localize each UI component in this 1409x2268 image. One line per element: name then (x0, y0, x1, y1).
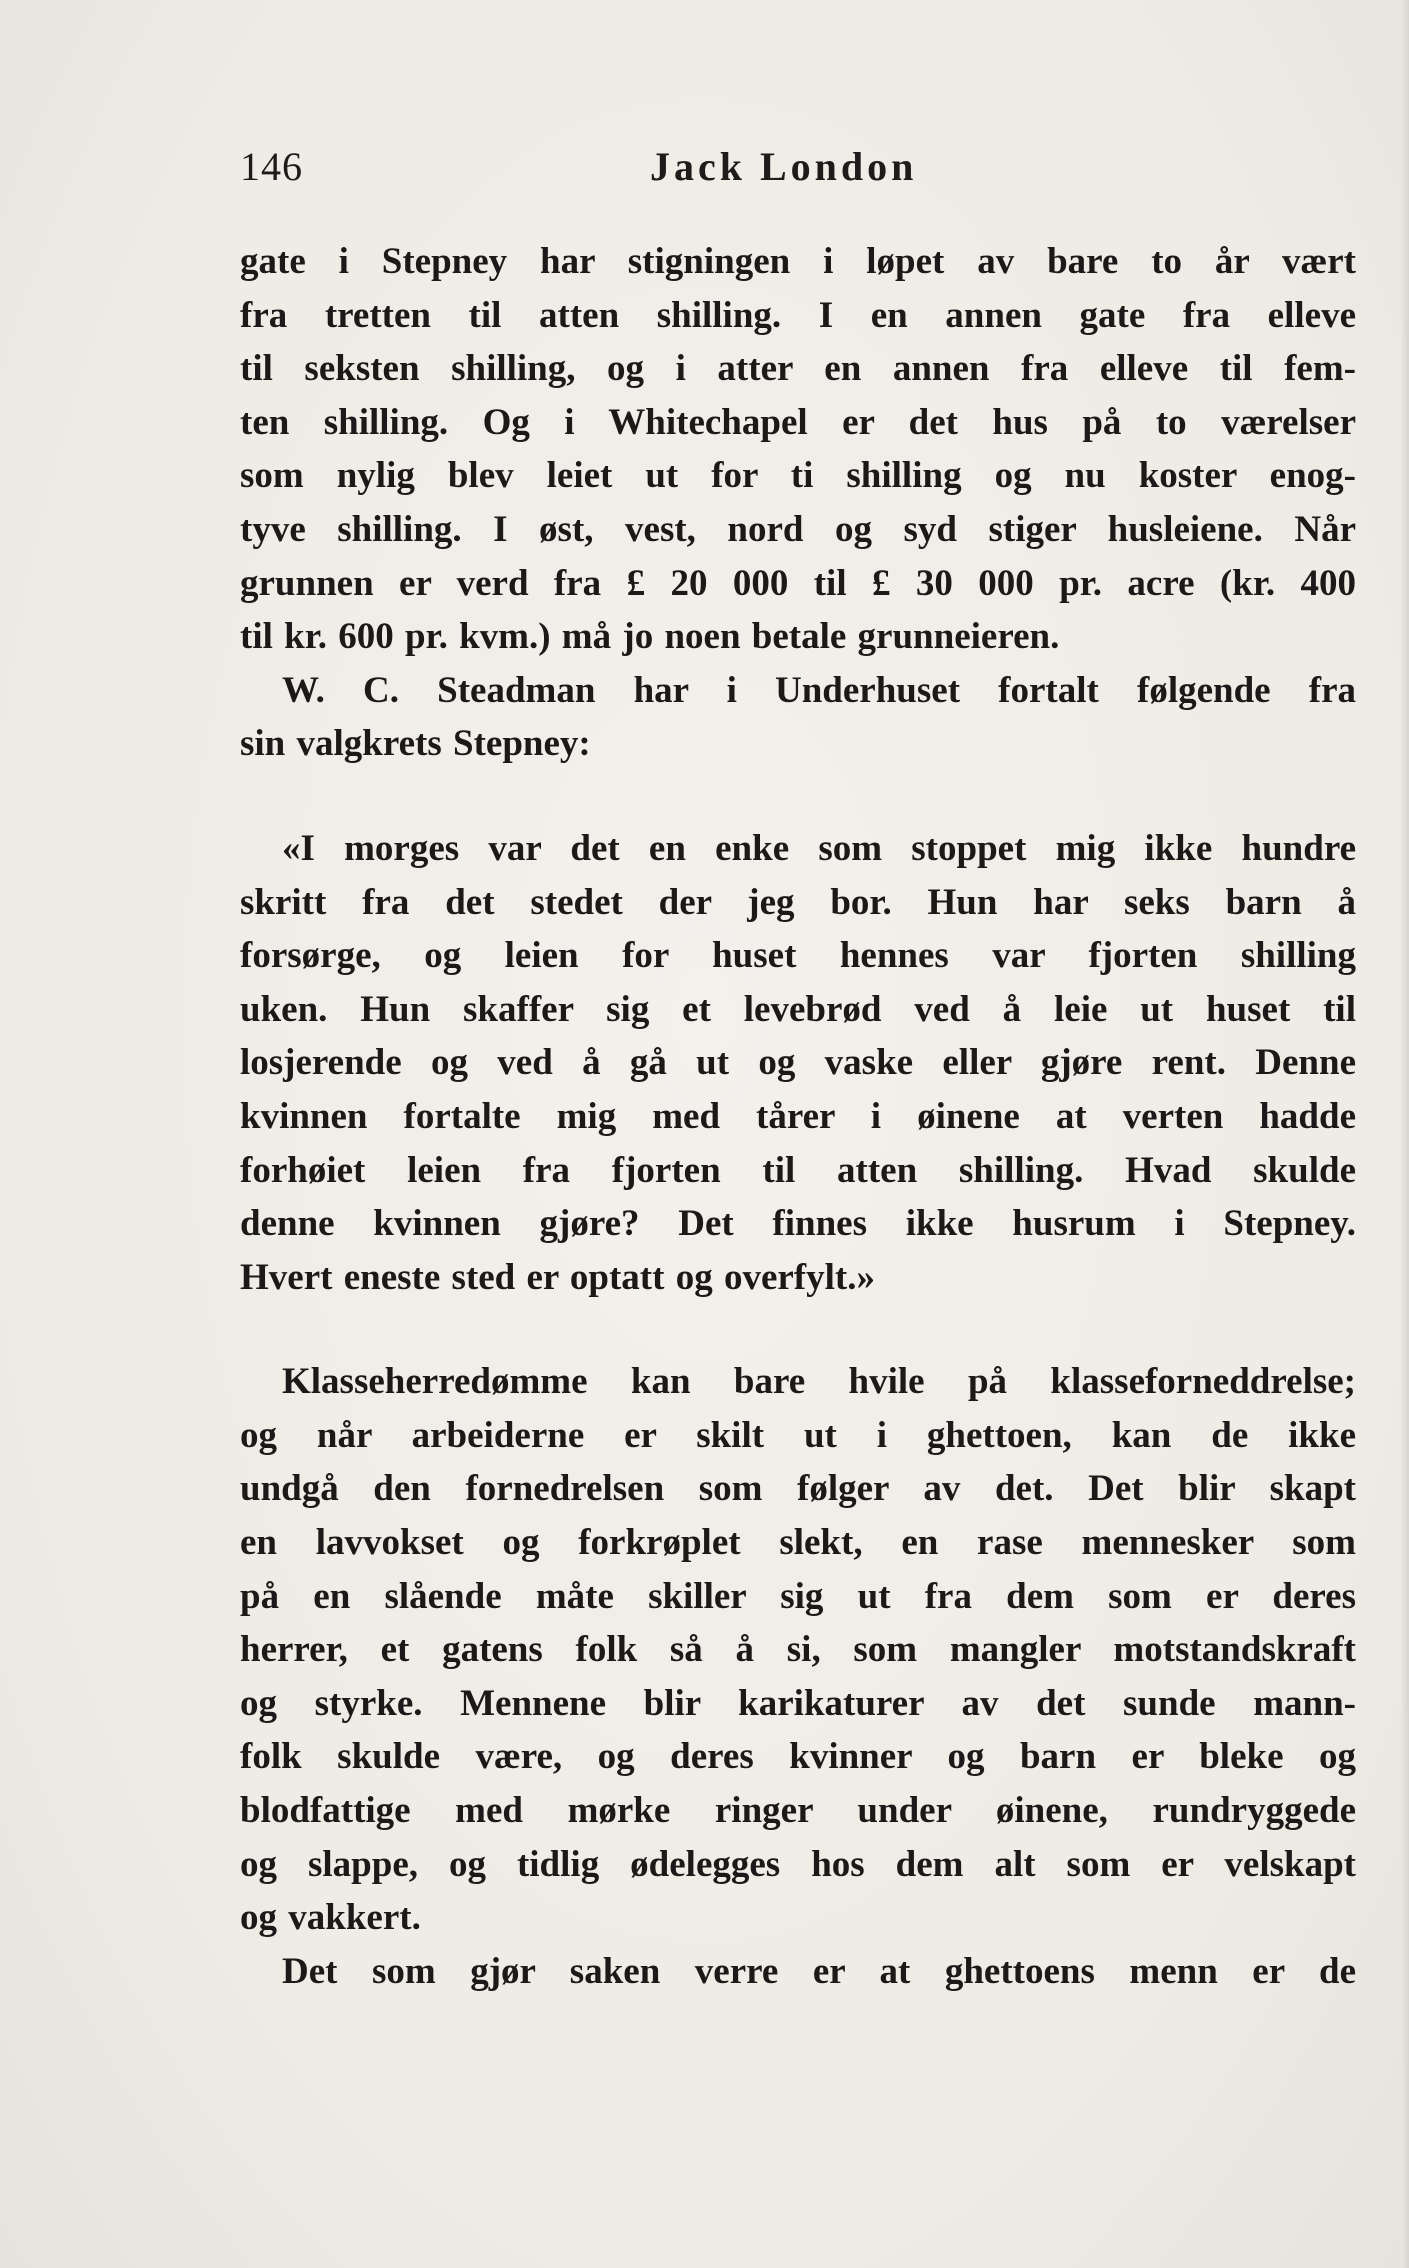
text-line: ten shilling. Og i Whitechapel er det hus på to værelser (240, 401, 1356, 443)
text-line: som nylig blev leiet ut for ti shilling og nu koster enog- (240, 455, 1356, 497)
text-line: Klasseherredømme kan bare hvile på klasseforneddrelse; (282, 1361, 1356, 1403)
text-line: undgå den fornedrelsen som følger av det. Det blir skapt (240, 1468, 1356, 1510)
page-header (240, 143, 940, 203)
text-line: Hvert eneste sted er optatt og overfylt.» (240, 1256, 875, 1298)
text-line: sin valgkrets Stepney: (240, 723, 591, 765)
text-line: en lavvokset og forkrøplet slekt, en rase mennesker som (240, 1522, 1356, 1564)
paragraph (240, 1945, 1356, 1999)
text-line: og slappe, og tidlig ødelegges hos dem alt som er velskapt (240, 1843, 1356, 1885)
text-line: til seksten shilling, og i atter en annen fra elleve til fem- (240, 348, 1356, 390)
paragraph (240, 664, 1356, 771)
block-quote (240, 822, 1356, 1304)
text-line: til kr. 600 pr. kvm.) må jo noen betale grunneieren. (240, 616, 1060, 658)
text-line: skritt fra det stedet der jeg bor. Hun har seks barn å (240, 881, 1356, 923)
text-line: folk skulde være, og deres kvinner og barn er bleke og (240, 1736, 1356, 1778)
text-line: W. C. Steadman har i Underhuset fortalt følgende fra (282, 669, 1356, 711)
text-line: og når arbeiderne er skilt ut i ghettoen, kan de ikke (240, 1414, 1356, 1456)
paragraph-gap (240, 1304, 1356, 1355)
text-line: Det som gjør saken verre er at ghettoens menn er de (282, 1950, 1356, 1992)
text-line: forhøiet leien fra fjorten til atten shilling. Hvad skulde (240, 1149, 1356, 1191)
text-line: grunnen er verd fra £ 20 000 til £ 30 000 pr. acre (kr. 400 (240, 562, 1356, 604)
page-edge-shadow (1401, 0, 1409, 2268)
text-line: og styrke. Mennene blir karikaturer av det sunde mann- (240, 1682, 1356, 1724)
text-line: tyve shilling. I øst, vest, nord og syd stiger husleiene. Når (240, 508, 1356, 550)
text-line: på en slående måte skiller sig ut fra dem som er deres (240, 1575, 1356, 1617)
text-line: uken. Hun skaffer sig et levebrød ved å leie ut huset til (240, 988, 1356, 1030)
paragraph-gap (240, 771, 1356, 822)
text-line: blodfattige med mørke ringer under øinene, rundryggede (240, 1790, 1356, 1832)
text-line: «I morges var det en enke som stoppet mig ikke hundre (282, 827, 1356, 869)
text-line: forsørge, og leien for huset hennes var fjorten shilling (240, 935, 1356, 977)
text-line: gate i Stepney har stigningen i løpet av bare to år vært (240, 241, 1356, 282)
text-line: denne kvinnen gjøre? Det finnes ikke husrum i Stepney. (240, 1203, 1356, 1245)
paragraph (240, 1355, 1356, 1945)
running-head: Jack London (650, 144, 918, 189)
body-text (240, 235, 1356, 1998)
page-number: 146 (240, 144, 303, 189)
text-line: og vakkert. (240, 1897, 421, 1939)
paragraph (240, 235, 1356, 664)
text-line: fra tretten til atten shilling. I en annen gate fra elleve (240, 294, 1356, 336)
text-line: kvinnen fortalte mig med tårer i øinene at verten hadde (240, 1095, 1356, 1137)
text-line: herrer, et gatens folk så å si, som mangler motstandskraft (240, 1629, 1356, 1671)
text-line: losjerende og ved å gå ut og vaske eller gjøre rent. Denne (240, 1042, 1356, 1084)
